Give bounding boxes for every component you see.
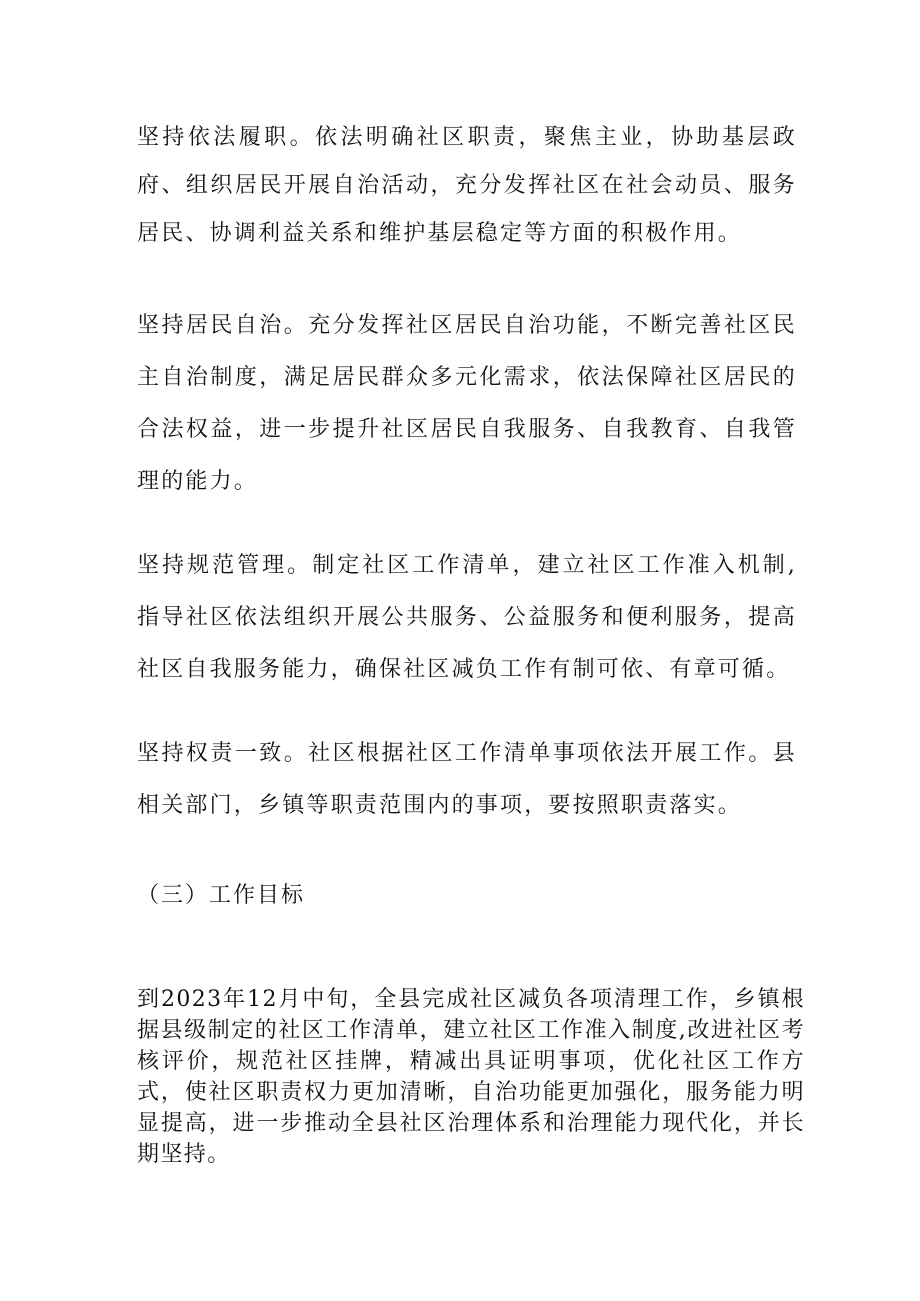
paragraph-standardized-management: 坚持规范管理。制定社区工作清单，建立社区工作准入机制,指导社区依法组织开展公共服务、公益服务和便利服务，提高社区自我服务能力，确保社区减负工作有制可依、有章可循。 (137, 553, 797, 682)
paragraph-work-goals: 到2023年12月中旬，全县完成社区减负各项清理工作，乡镇根据县级制定的社区工作清单，建立社区工作准入制度,改进社区考核评价，规范社区挂牌，精减出具证明事项，优化社区工作方式，使社区职责权力更加清晰，自治功能更加强化，服务能力明显提高，进一步推动全县社区治理体系和治理能力现代化，并长期坚持。 (137, 987, 805, 1167)
paragraph-power-responsibility: 坚持权责一致。社区根据社区工作清单事项依法开展工作。县相关部门，乡镇等职责范围内的事项，要按照职责落实。 (137, 741, 797, 818)
paragraph-resident-autonomy: 坚持居民自治。充分发挥社区居民自治功能，不断完善社区民主自治制度，满足居民群众多元化需求，依法保障社区居民的合法权益，进一步提升社区居民自我服务、自我教育、自我管理的能力。 (137, 313, 797, 494)
paragraph-lawful-duties: 坚持依法履职。依法明确社区职责，聚焦主业，协助基层政府、组织居民开展自治活动，充分发挥社区在社会动员、服务居民、协调利益关系和维护基层稳定等方面的积极作用。 (137, 125, 797, 246)
section-heading-work-goals: （三）工作目标 (137, 883, 306, 908)
